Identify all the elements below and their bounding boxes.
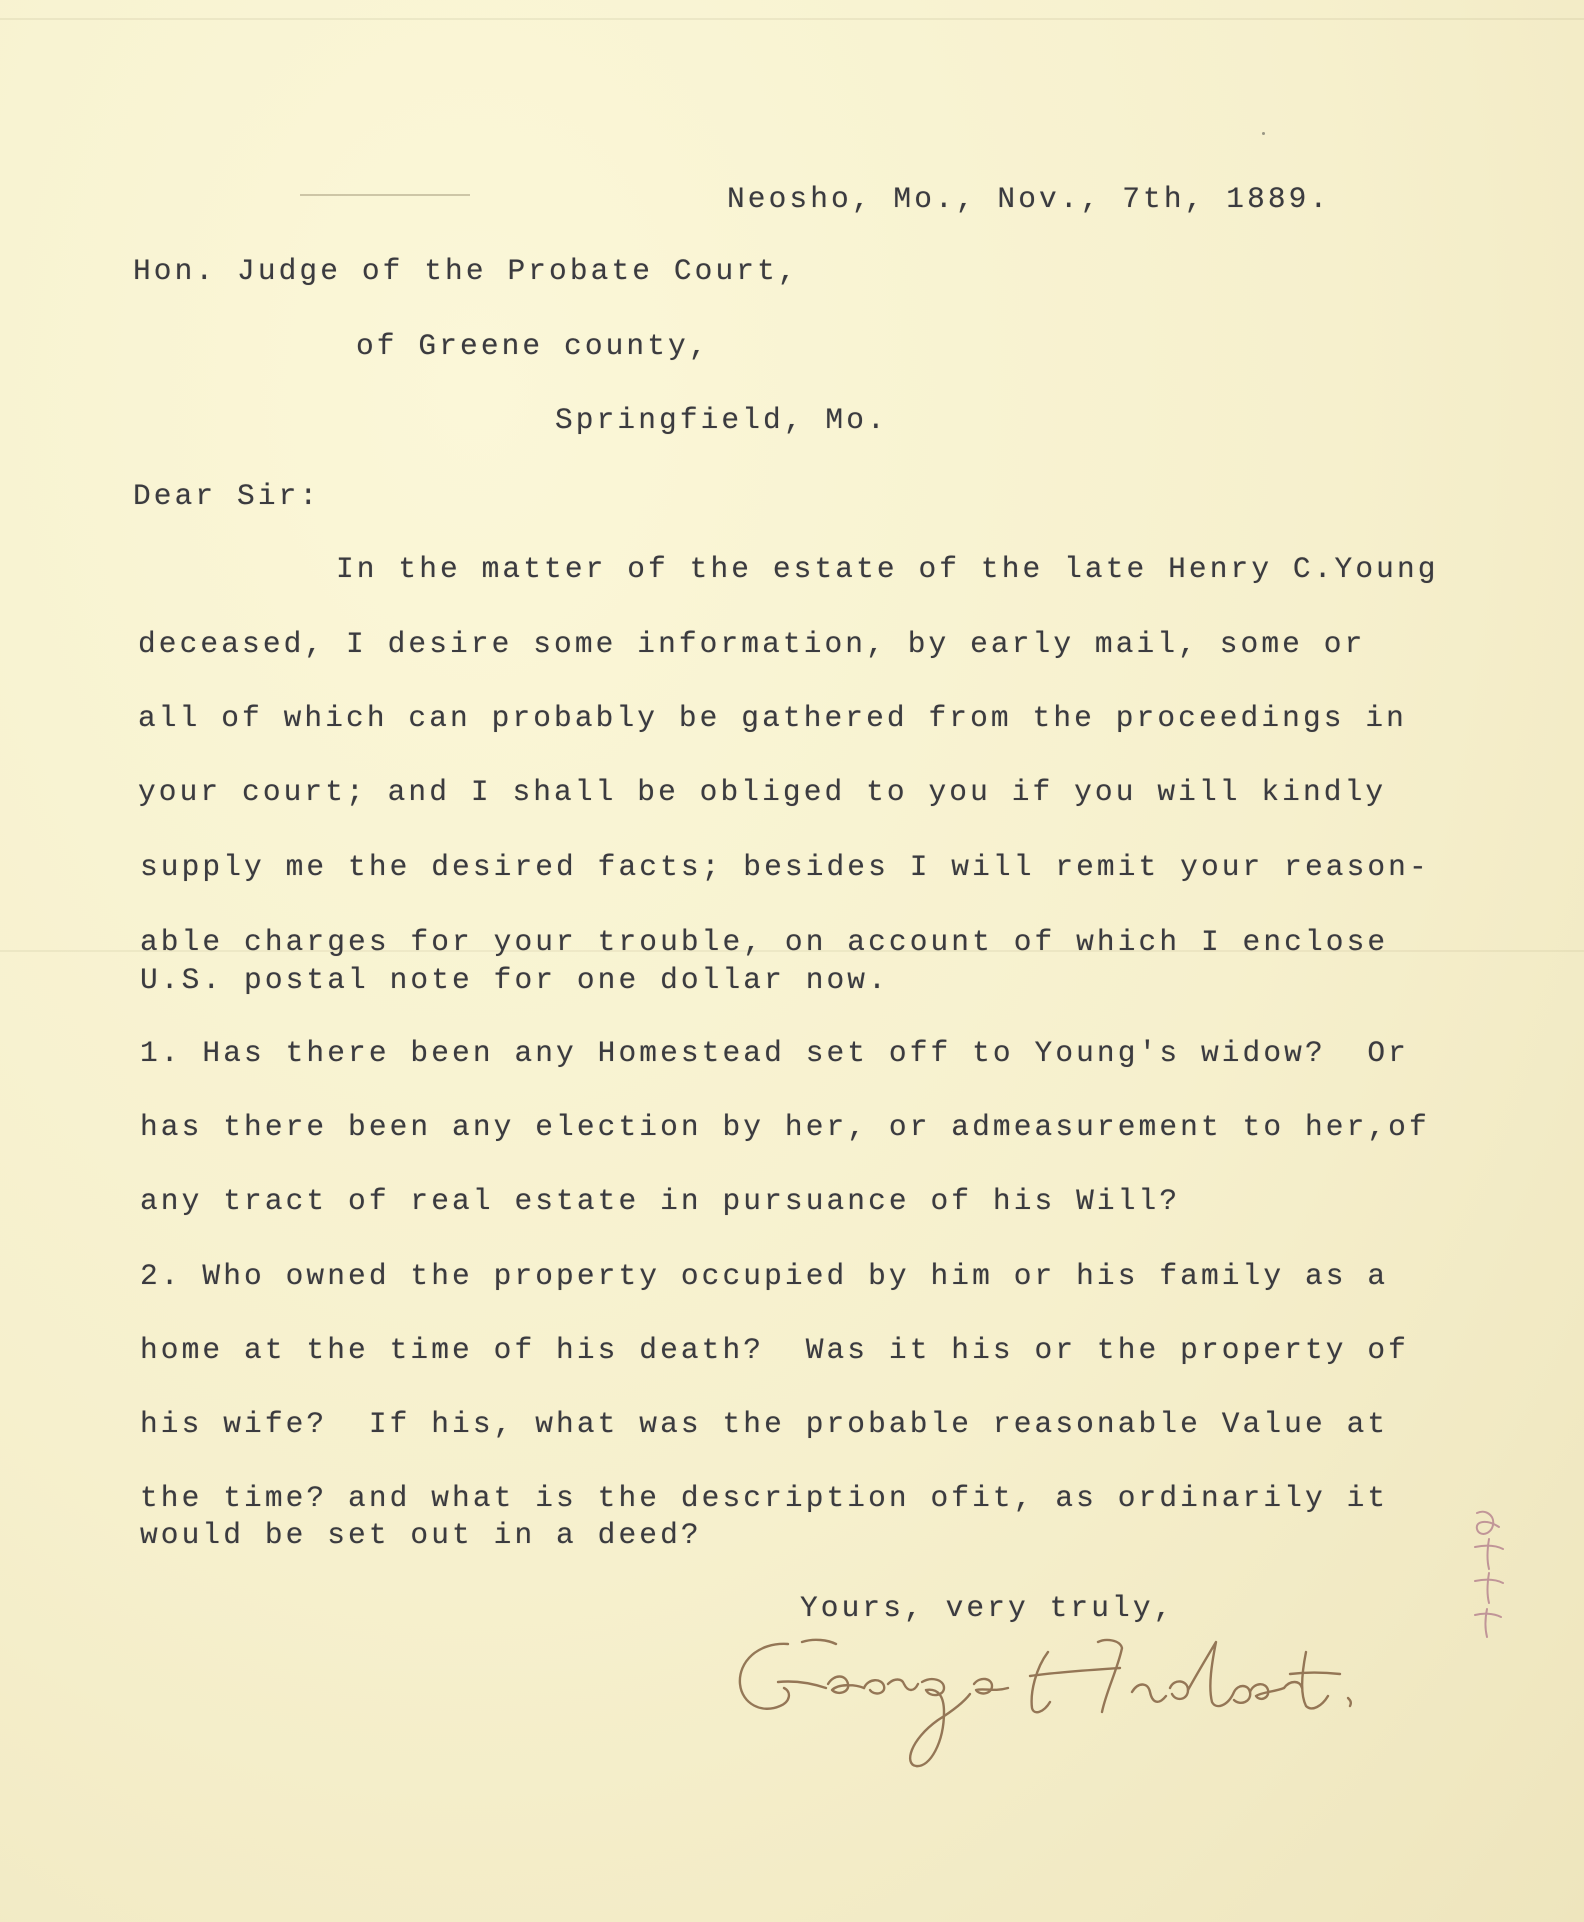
question-line: 1. Has there been any Homestead set off to Young's widow? Or (140, 1036, 1409, 1070)
question-line: the time? and what is the description ofit, as ordinarily it (140, 1481, 1389, 1515)
recipient-line-3: Springfield, Mo. (555, 403, 888, 437)
body-line: able charges for your trouble, on account of which I enclose (140, 925, 1389, 959)
stray-mark (300, 194, 470, 196)
ink-speck (1262, 132, 1265, 135)
body-line: your court; and I shall be obliged to you if you will kindly (138, 775, 1387, 809)
body-line: In the matter of the estate of the late Henry C.Young (336, 552, 1439, 586)
body-line: supply me the desired facts; besides I will remit your reason- (140, 850, 1430, 884)
pencil-margin-notation (1465, 1505, 1513, 1645)
body-line: all of which can probably be gathered from the proceedings in (138, 701, 1407, 735)
question-line: his wife? If his, what was the probable reasonable Value at (140, 1407, 1389, 1441)
question-line: any tract of real estate in pursuance of his Will? (140, 1184, 1181, 1218)
handwritten-signature (718, 1622, 1498, 1782)
salutation: Dear Sir: (133, 479, 321, 513)
question-line: 2. Who owned the property occupied by him or his family as a (140, 1259, 1389, 1293)
recipient-line-1: Hon. Judge of the Probate Court, (133, 254, 799, 288)
closing: Yours, very truly, (800, 1591, 1175, 1625)
body-line: U.S. postal note for one dollar now. (140, 963, 889, 997)
dateline: Neosho, Mo., Nov., 7th, 1889. (727, 182, 1331, 216)
question-line: home at the time of his death? Was it his or the property of (140, 1333, 1409, 1367)
body-line: deceased, I desire some information, by early mail, some or (138, 627, 1366, 661)
question-line: has there been any election by her, or admeasurement to her,of (140, 1110, 1430, 1144)
paper-fold-top (0, 18, 1584, 20)
recipient-line-2: of Greene county, (356, 329, 710, 363)
question-line: would be set out in a deed? (140, 1518, 702, 1552)
